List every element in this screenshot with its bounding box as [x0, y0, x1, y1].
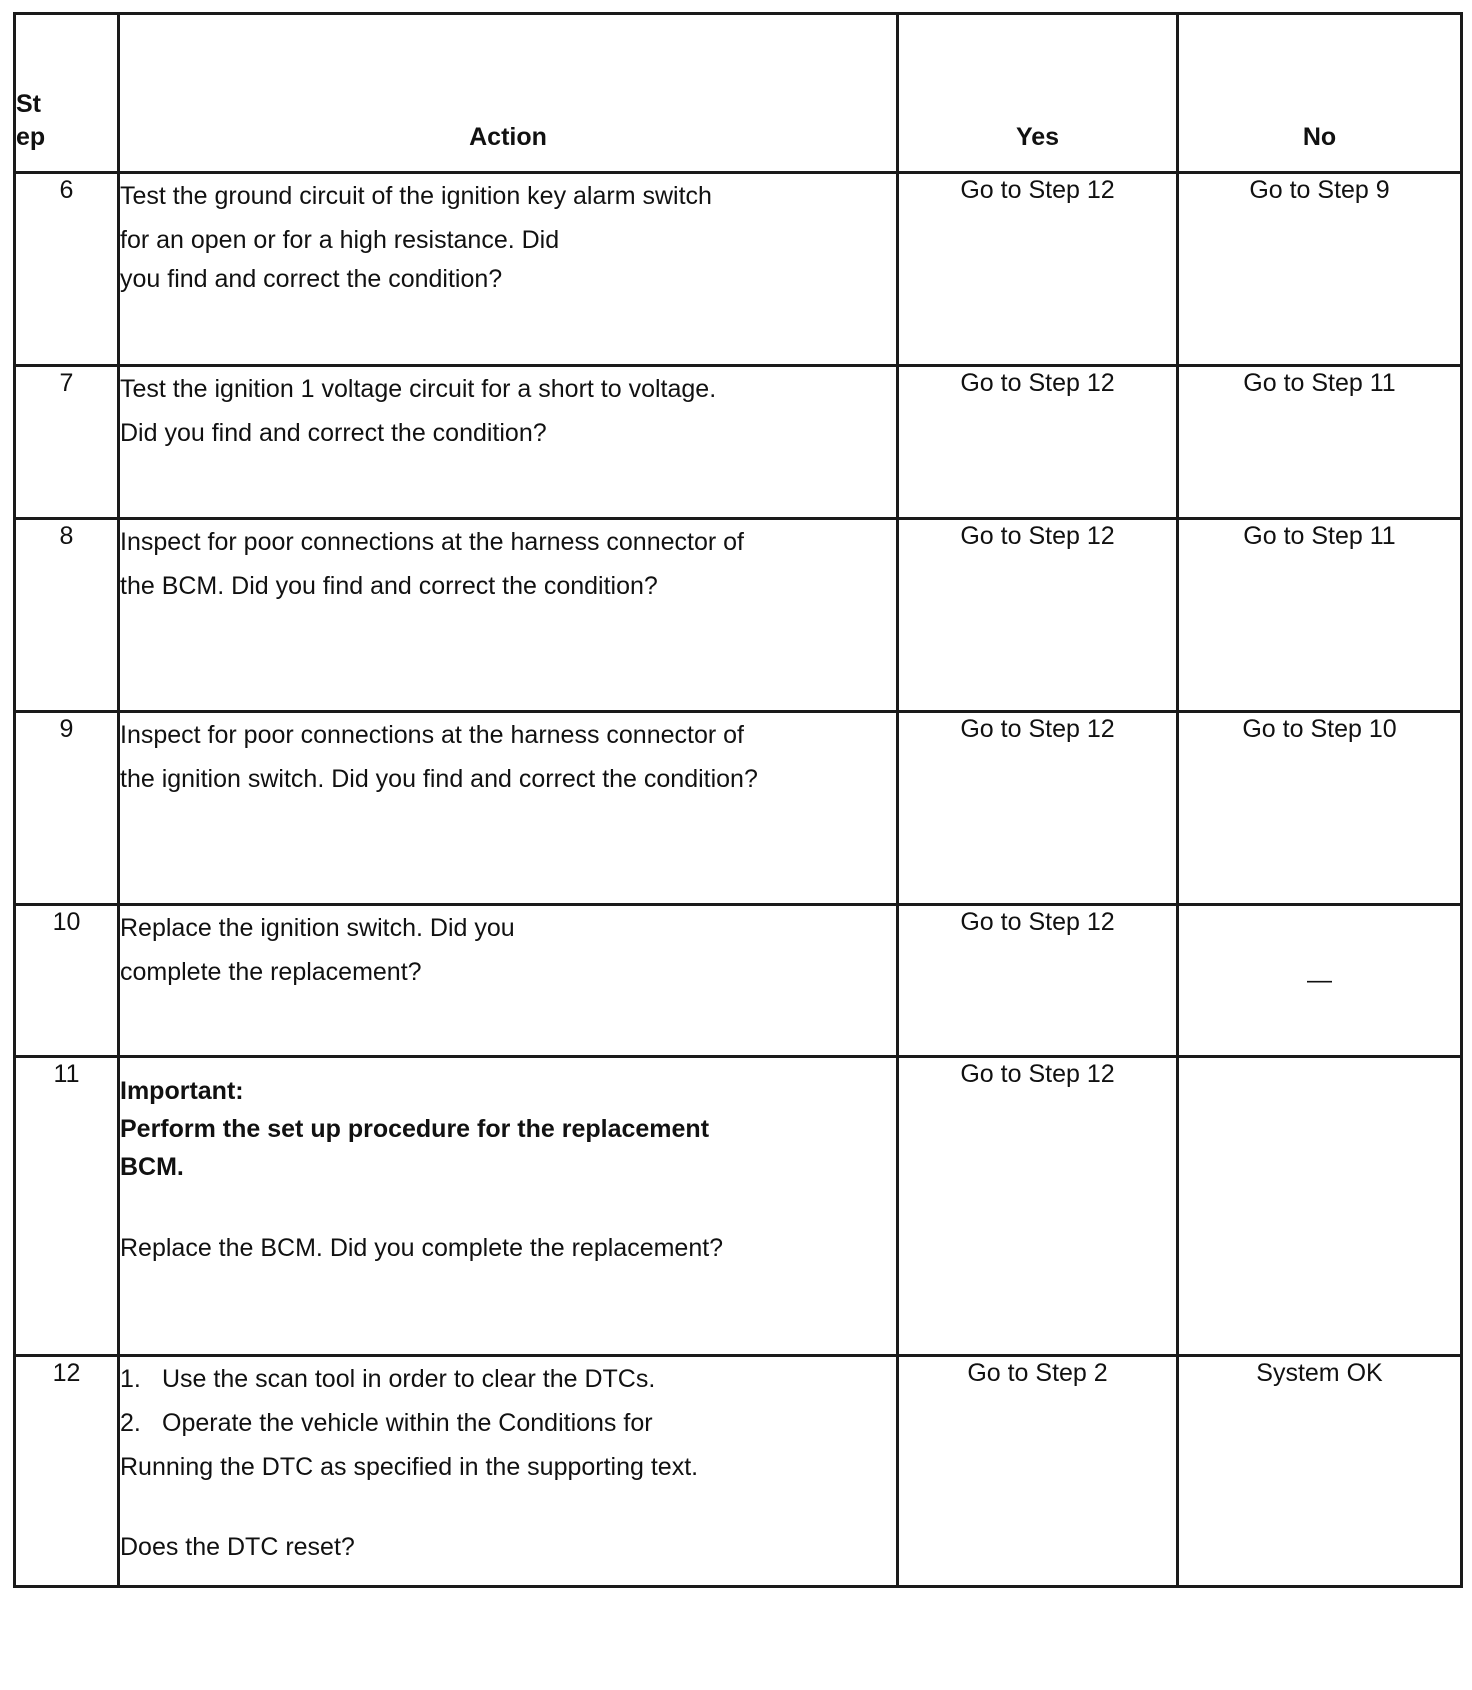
- action-cell: [119, 1356, 898, 1587]
- diagnostic-table: [13, 12, 1463, 1588]
- action-cell: [119, 519, 898, 712]
- yes-cell: Go to Step 12: [898, 905, 1178, 1057]
- yes-cell: Go to Step 12: [898, 173, 1178, 366]
- action-cell: [119, 712, 898, 905]
- header-step: [15, 14, 119, 173]
- action-line: Replace the ignition switch. Did you: [120, 914, 515, 942]
- step-number: 6: [15, 173, 119, 366]
- action-line: for an open or for a high resistance. Did: [120, 226, 560, 254]
- list-item-number: 2.: [120, 1409, 141, 1437]
- action-line: Test the ground circuit of the ignition key alarm switch: [120, 182, 712, 210]
- header-yes: Yes: [898, 14, 1178, 173]
- action-cell: [119, 366, 898, 519]
- no-cell: Go to Step 10: [1178, 712, 1462, 905]
- header-no: No: [1178, 14, 1462, 173]
- step-number: 8: [15, 519, 119, 712]
- step-number: 12: [15, 1356, 119, 1587]
- action-question: Does the DTC reset?: [120, 1533, 355, 1561]
- no-cell: Go to Step 11: [1178, 519, 1462, 712]
- yes-cell: Go to Step 2: [898, 1356, 1178, 1587]
- action-line: the ignition switch. Did you find and correct the condition?: [120, 765, 758, 793]
- list-item-number: 1.: [120, 1365, 141, 1393]
- important-text: BCM.: [120, 1153, 184, 1181]
- yes-cell: Go to Step 12: [898, 1057, 1178, 1356]
- action-line: Inspect for poor connections at the harness connector of: [120, 721, 744, 749]
- table-row: [15, 905, 1462, 1057]
- table-row: [15, 1356, 1462, 1587]
- no-cell: Go to Step 9: [1178, 173, 1462, 366]
- action-line: Running the DTC as specified in the supporting text.: [120, 1453, 699, 1481]
- yes-cell: Go to Step 12: [898, 519, 1178, 712]
- no-cell: System OK: [1178, 1356, 1462, 1587]
- action-cell: [119, 1057, 898, 1356]
- action-line: complete the replacement?: [120, 958, 422, 986]
- list-item-text: Operate the vehicle within the Conditions for: [162, 1409, 653, 1437]
- action-line: Replace the BCM. Did you complete the replacement?: [120, 1234, 724, 1262]
- list-item-text: Use the scan tool in order to clear the DTCs.: [162, 1365, 656, 1393]
- list-item: [120, 1357, 896, 1401]
- action-line: Inspect for poor connections at the harness connector of: [120, 528, 744, 556]
- no-cell: —: [1178, 905, 1462, 1057]
- action-cell: [119, 905, 898, 1057]
- step-number: 11: [15, 1057, 119, 1356]
- action-cell: [119, 173, 898, 366]
- action-line: Test the ignition 1 voltage circuit for a short to voltage.: [120, 375, 717, 403]
- header-step-line2: ep: [16, 123, 46, 152]
- no-cell: Go to Step 11: [1178, 366, 1462, 519]
- header-row: [15, 14, 1462, 173]
- header-action: Action: [119, 14, 898, 173]
- table-row: [15, 519, 1462, 712]
- header-step-line1: St: [16, 89, 41, 118]
- table-row: [15, 712, 1462, 905]
- step-number: 7: [15, 366, 119, 519]
- step-number: 10: [15, 905, 119, 1057]
- action-line: you find and correct the condition?: [120, 265, 503, 293]
- step-number: 9: [15, 712, 119, 905]
- important-label: Important:: [120, 1077, 244, 1105]
- table-row: [15, 173, 1462, 366]
- yes-cell: Go to Step 12: [898, 712, 1178, 905]
- list-item: [120, 1401, 896, 1445]
- table-row: [15, 1057, 1462, 1356]
- yes-cell: Go to Step 12: [898, 366, 1178, 519]
- table-row: [15, 366, 1462, 519]
- action-line: Did you find and correct the condition?: [120, 419, 547, 447]
- important-text: Perform the set up procedure for the replacement: [120, 1115, 710, 1143]
- action-line: the BCM. Did you find and correct the condition?: [120, 572, 658, 600]
- no-cell: [1178, 1057, 1462, 1356]
